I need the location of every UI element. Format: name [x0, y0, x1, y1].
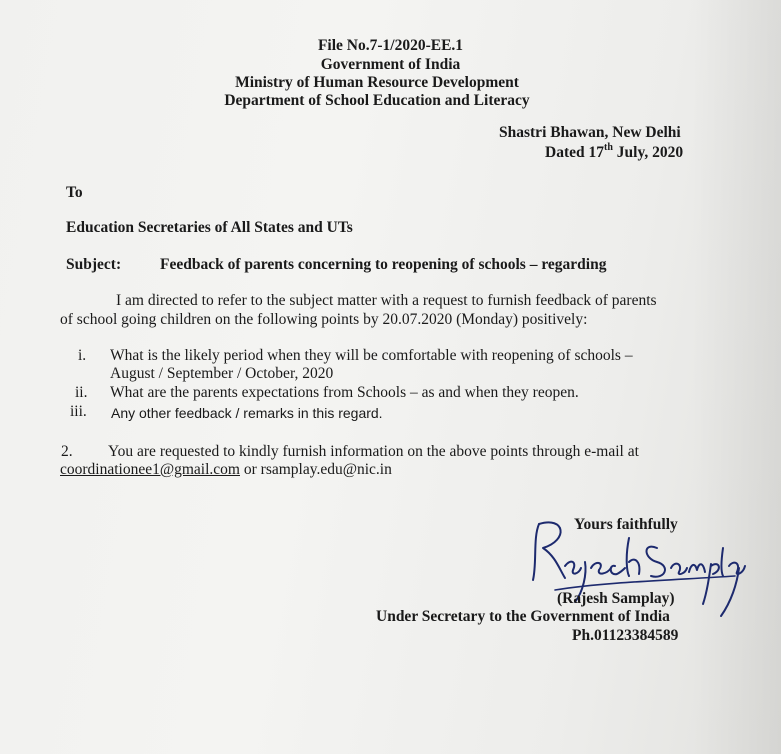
valediction: Yours faithfully: [574, 516, 678, 533]
subject-label: Subject:: [66, 256, 122, 273]
to-label: To: [66, 184, 83, 201]
place-line: Shastri Bhawan, New Delhi: [499, 124, 681, 141]
date-rest: July, 2020: [612, 144, 684, 161]
point-2-line-1: What are the parents expectations from Schools – as and when they reopen.: [110, 384, 579, 401]
intro-line-1: I am directed to refer to the subject matter with a request to furnish feedback of parents: [116, 292, 657, 309]
government-line: Government of India: [320, 56, 461, 73]
email-link-2[interactable]: rsamplay.edu@nic.in: [260, 461, 392, 478]
recipient-line: Education Secretaries of All States and UTs: [66, 219, 353, 236]
point-1-line-2: August / September / October, 2020: [110, 365, 334, 382]
para-2-line-1: You are requested to kindly furnish information on the above points through e-mail at: [108, 443, 639, 460]
point-1-numeral: i.: [78, 347, 87, 364]
signatory-designation: Under Secretary to the Government of India: [376, 608, 670, 625]
page-shadow: [691, 0, 781, 754]
signatory-name: (Rajesh Samplay): [557, 590, 675, 607]
signatory-phone: Ph.01123384589: [572, 627, 679, 644]
ministry-line: Ministry of Human Resource Development: [235, 74, 519, 91]
point-1-line-1: What is the likely period when they will be comfortable with reopening of schools –: [110, 347, 633, 364]
point-2-numeral: ii.: [75, 384, 88, 401]
point-3-line-1: Any other feedback / remarks in this regard.: [111, 405, 383, 421]
intro-line-2: of school going children on the following points by 20.07.2020 (Monday) positively:: [60, 311, 588, 328]
date-line: [545, 141, 684, 162]
para-2-number: 2.: [61, 443, 73, 460]
email-connector: or: [239, 461, 261, 478]
email-link-1[interactable]: coordinationee1@gmail.com: [60, 461, 240, 478]
file-number: File No.7-1/2020-EE.1: [317, 37, 464, 54]
date-prefix: Dated 17: [545, 144, 604, 161]
department-line: Department of School Education and Literacy: [224, 92, 530, 109]
para-2-line-2: [60, 461, 392, 479]
subject-text: Feedback of parents concerning to reopening of schools – regarding: [160, 256, 607, 273]
point-3-numeral: iii.: [70, 403, 87, 420]
date-suffix: th: [603, 141, 613, 153]
